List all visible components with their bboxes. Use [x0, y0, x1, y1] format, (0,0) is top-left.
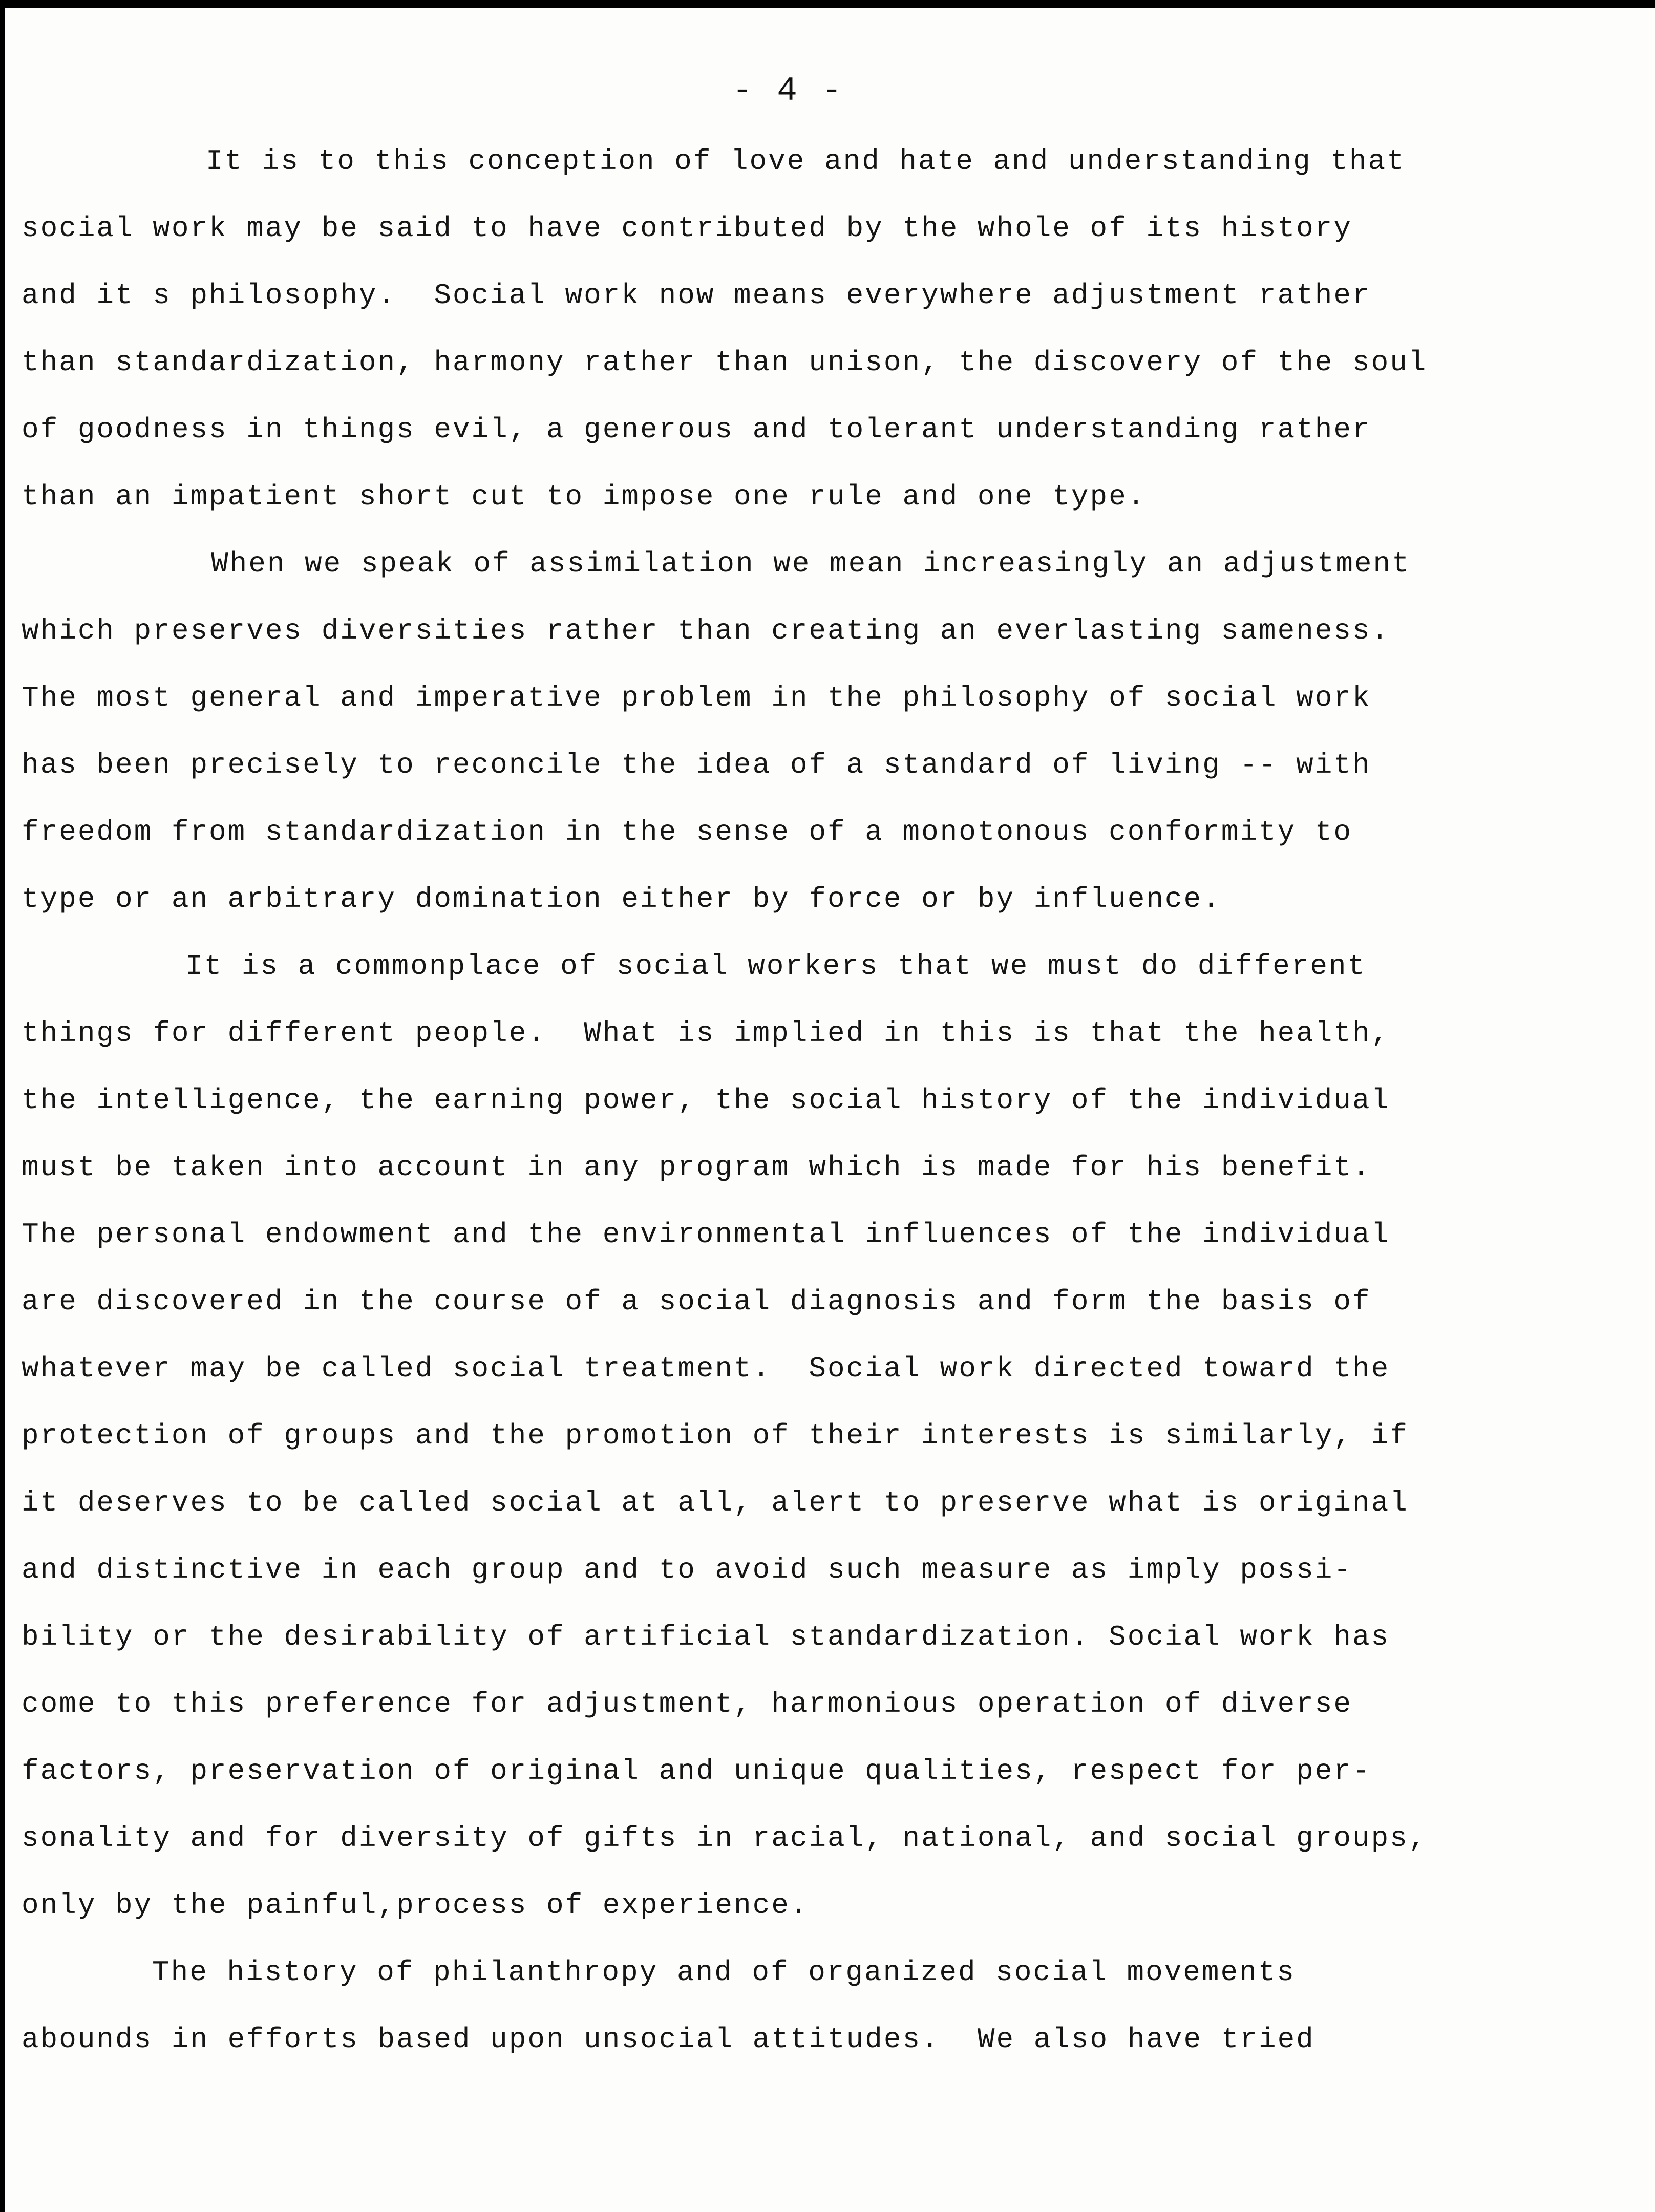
text-line: The most general and imperative problem in the philosophy of social work [22, 682, 1371, 714]
text-line: factors, preservation of original and unique qualities, respect for per- [22, 1755, 1371, 1788]
text-line: must be taken into account in any program which is made for his benefit. [22, 1151, 1371, 1184]
text-line: than standardization, harmony rather than unison, the discovery of the soul [22, 346, 1428, 379]
text-line: come to this preference for adjustment, harmonious operation of diverse [22, 1688, 1352, 1720]
text-line: which preserves diversities rather than creating an everlasting sameness. [22, 614, 1390, 647]
text-line: only by the painful,process of experience. [22, 1889, 809, 1922]
text-line: sonality and for diversity of gifts in racial, national, and social groups, [22, 1822, 1428, 1855]
text-line: whatever may be called social treatment. Social work directed toward the [22, 1352, 1390, 1385]
text-line: When we speak of assimilation we mean increasingly an adjustment [211, 547, 1411, 580]
text-line: abounds in efforts based upon unsocial attitudes. We also have tried [22, 2023, 1315, 2056]
text-line: things for different people. What is implied in this is that the health, [22, 1017, 1390, 1050]
text-line: it deserves to be called social at all, alert to preserve what is original [22, 1486, 1409, 1519]
text-line: freedom from standardization in the sense of a monotonous conformity to [22, 816, 1352, 848]
text-line: has been precisely to reconcile the idea of a standard of living -- with [22, 749, 1371, 781]
text-line: are discovered in the course of a social diagnosis and form the basis of [22, 1285, 1371, 1318]
scan-border-top [0, 0, 1655, 8]
text-line: It is to this conception of love and hate and understanding that [206, 145, 1406, 178]
text-line: bility or the desirability of artificial standardization. Social work has [22, 1621, 1390, 1653]
text-line: the intelligence, the earning power, the social history of the individual [22, 1084, 1390, 1117]
scan-border-left [0, 0, 5, 2212]
page-number: - 4 - [732, 72, 844, 110]
text-line: social work may be said to have contributed by the whole of its history [22, 212, 1352, 245]
text-line: protection of groups and the promotion of their interests is similarly, if [22, 1419, 1409, 1452]
text-line: type or an arbitrary domination either by force or by influence. [22, 883, 1221, 916]
text-line: and it s philosophy. Social work now means everywhere adjustment rather [22, 279, 1371, 312]
text-line: The history of philanthropy and of organized social movements [152, 1956, 1296, 1989]
text-line: The personal endowment and the environmental influences of the individual [22, 1218, 1390, 1251]
text-line: and distinctive in each group and to avoid such measure as imply possi- [22, 1554, 1352, 1586]
text-line: It is a commonplace of social workers that we must do different [185, 950, 1367, 983]
text-line: of goodness in things evil, a generous and tolerant understanding rather [22, 413, 1371, 446]
body-text [22, 128, 1588, 2073]
text-line: than an impatient short cut to impose one rule and one type. [22, 480, 1147, 513]
